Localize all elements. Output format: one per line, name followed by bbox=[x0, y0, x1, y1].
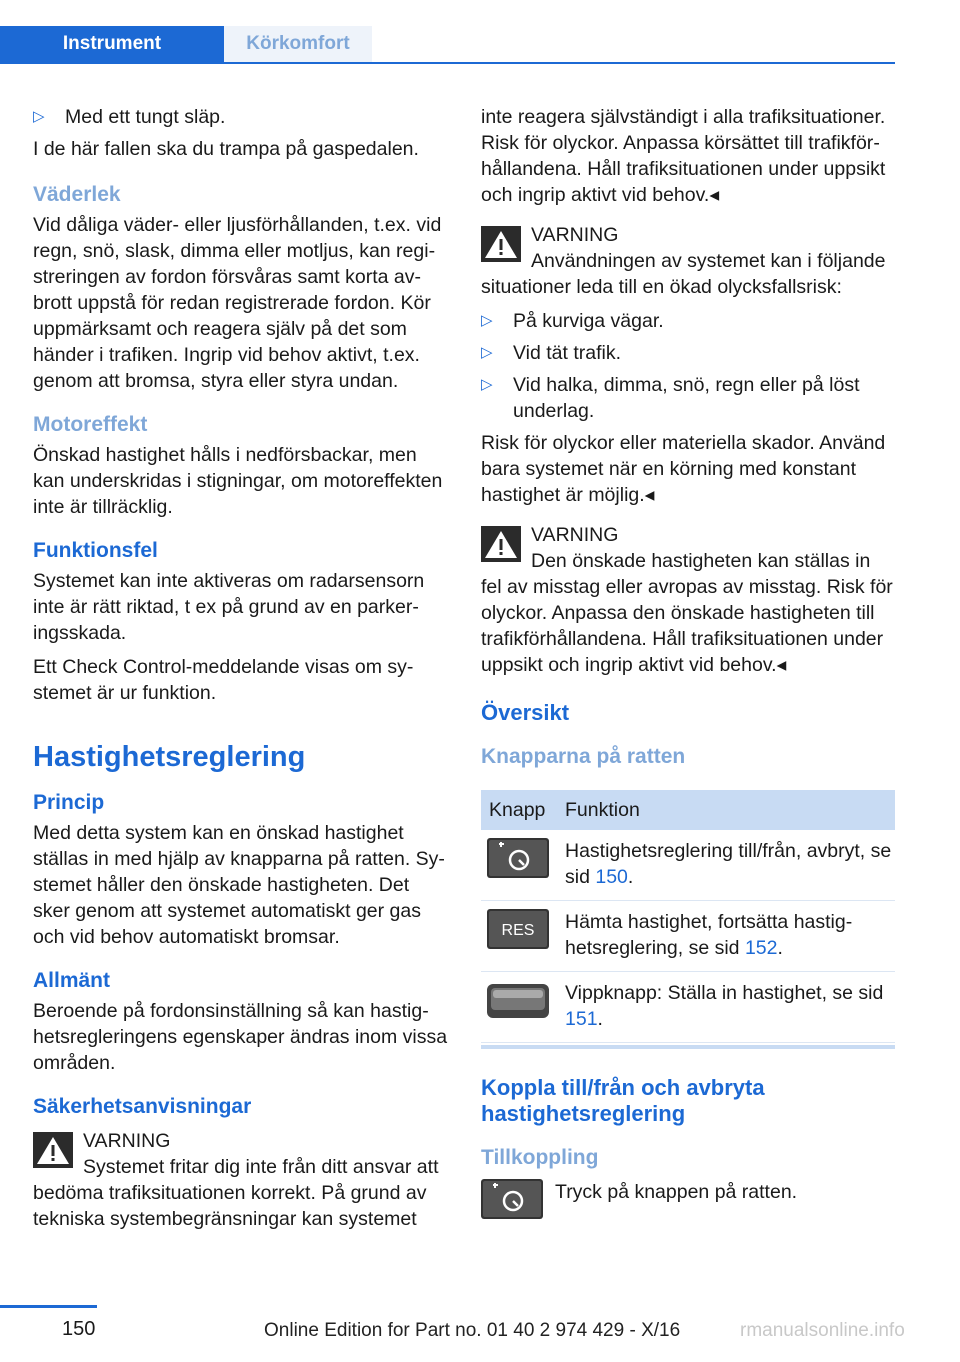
heading-motoreffekt: Motoreffekt bbox=[33, 413, 148, 436]
table-cell bbox=[481, 830, 557, 901]
triangle-bullet-icon: ▷ bbox=[481, 376, 493, 393]
table-row bbox=[481, 901, 895, 972]
chapter-tabs bbox=[0, 26, 895, 64]
heading-knapparna: Knapparna på ratten bbox=[481, 745, 686, 768]
left-column bbox=[33, 104, 448, 1240]
cruise-control-button-icon bbox=[487, 838, 549, 878]
table-header-funktion: Funktion bbox=[557, 790, 895, 830]
warning-text: Användningen av systemet kan i följande situationer leda till en ökad olycksfallsrisk: bbox=[481, 250, 886, 298]
punct: . bbox=[627, 866, 634, 888]
list-item bbox=[33, 104, 448, 130]
list-item bbox=[481, 308, 895, 334]
triangle-bullet-icon: ▷ bbox=[33, 108, 45, 125]
paragraph: I de här fallen ska du trampa på gaspedalen. bbox=[33, 138, 419, 160]
table-header-row bbox=[481, 790, 895, 830]
warning-box bbox=[481, 522, 895, 678]
punct: . bbox=[597, 1008, 603, 1030]
heading-princip: Princip bbox=[33, 791, 105, 814]
paragraph: Ett Check Control-meddelande visas om systemet är ur funktion. bbox=[33, 656, 414, 704]
paragraph: Beroende på fordonsinställning så kan hastighetsregleringens egenskaper ändras inom vissa områden. bbox=[33, 1000, 448, 1074]
footer-rule bbox=[0, 1305, 97, 1308]
heading-koppla: Koppla till/från och avbryta hastighetsreglering bbox=[481, 1075, 765, 1126]
list-item bbox=[481, 340, 895, 366]
watermark: rmanualsonline.info bbox=[740, 1320, 905, 1341]
table-row bbox=[481, 972, 895, 1043]
table-header-knapp: Knapp bbox=[481, 790, 557, 830]
table-cell bbox=[557, 901, 895, 972]
page-link[interactable]: 150 bbox=[595, 866, 628, 888]
res-button-icon bbox=[487, 909, 549, 949]
warning-triangle-icon bbox=[33, 1132, 73, 1168]
table-cell bbox=[557, 972, 895, 1043]
table-cell bbox=[557, 830, 895, 901]
page-link[interactable]: 151 bbox=[565, 1008, 598, 1030]
cruise-control-button-icon bbox=[481, 1179, 543, 1219]
page-number: 150 bbox=[62, 1318, 96, 1340]
heading-hastighetsreglering: Hastighetsreglering bbox=[33, 741, 306, 773]
paragraph: Tryck på knappen på ratten. bbox=[555, 1181, 798, 1203]
warning-label: VARNING bbox=[531, 524, 619, 546]
table-footer-bar bbox=[481, 1045, 895, 1049]
tab-korkomfort[interactable]: Körkomfort bbox=[224, 26, 372, 62]
triangle-bullet-icon: ▷ bbox=[481, 312, 493, 329]
list-item-text: På kurviga vägar. bbox=[513, 310, 664, 332]
list-item-text: Vid tät trafik. bbox=[513, 342, 622, 364]
res-label: RES bbox=[501, 922, 535, 939]
rocker-switch-icon bbox=[487, 980, 549, 1020]
paragraph: Vid dåliga väder- eller ljusförhållanden, t.ex. vid regn, snö, slask, dimma eller motljus, kan registreringen av fordon försvåras samt korta avbrott uppstå för redan registrerade fordon. Kör uppmärksamt och reagera själv på det som händer i trafiken. Ingrip vid behov aktivt, t.ex. genom att bromsa, styra eller styra undan. bbox=[33, 214, 442, 392]
warning-text: Systemet fritar dig inte från ditt ansvar att bedöma trafiksituationen korrekt. På grund av tekniska systembegränsningar kan systemet bbox=[33, 1156, 439, 1230]
paragraph: Önskad hastighet hålls i nedförsbackar, men kan underskridas i stigningar, om motoreffekten inte är tillräcklig. bbox=[33, 444, 443, 518]
list-item bbox=[481, 372, 895, 424]
warning-label: VARNING bbox=[83, 1130, 171, 1152]
heading-vaderlek: Väderlek bbox=[33, 183, 121, 206]
function-text: Hastighetsreglering till/från, avbryt, se sid bbox=[565, 840, 892, 888]
heading-sakerhetsanvisningar: Säkerhetsanvisningar bbox=[33, 1095, 252, 1118]
warning-box bbox=[33, 1128, 448, 1232]
warning-label: VARNING bbox=[531, 224, 619, 246]
table-row bbox=[481, 830, 895, 901]
tab-instrument[interactable]: Instrument bbox=[0, 26, 224, 62]
heading-tillkoppling: Tillkoppling bbox=[481, 1146, 599, 1169]
tillkoppling-row bbox=[481, 1179, 895, 1223]
buttons-table bbox=[481, 790, 895, 1043]
table-cell bbox=[481, 972, 557, 1043]
heading-allmant: Allmänt bbox=[33, 969, 111, 992]
function-text: Hämta hastighet, fortsätta hastighetsreglering, se sid bbox=[565, 911, 853, 959]
paragraph: inte reagera självständigt i alla trafiksituationer. Risk för olyckor. Anpassa körsättet till trafikförhållandena. Håll trafiksituationen under uppsikt och ingrip aktivt vid behov.◂ bbox=[481, 106, 886, 206]
paragraph: Risk för olyckor eller materiella skador. Använd bara systemet när en körning med konstant hastighet är möjlig.◂ bbox=[481, 432, 886, 506]
heading-funktionsfel: Funktionsfel bbox=[33, 539, 158, 562]
punct: . bbox=[777, 937, 783, 959]
triangle-bullet-icon: ▷ bbox=[481, 344, 493, 361]
paragraph: Systemet kan inte aktiveras om radarsensorn inte är rätt riktad, t ex på grund av en parkeringsskada. bbox=[33, 570, 425, 644]
edition-text: Online Edition for Part no. 01 40 2 974 429 - X/16 bbox=[264, 1320, 681, 1341]
page-link[interactable]: 152 bbox=[744, 937, 778, 959]
warning-triangle-icon bbox=[481, 526, 521, 562]
list-item-text: Vid halka, dimma, snö, regn eller på löst underlag. bbox=[513, 374, 860, 422]
warning-triangle-icon bbox=[481, 226, 521, 262]
warning-text: Den önskade hastigheten kan ställas in fel av misstag eller avropas av misstag. Risk för olyckor. Anpassa den önskade hastigheten till trafikförhållandena. Håll trafiksituationen under uppsikt och ingrip aktivt vid behov.◂ bbox=[481, 550, 893, 676]
right-column bbox=[481, 104, 895, 1223]
table-cell bbox=[481, 901, 557, 972]
paragraph: Med detta system kan en önskad hastighet ställas in med hjälp av knapparna på ratten. Systemet håller den önskade hastigheten. Det sker genom att systemet automatiskt ger gas och vid behov automatiskt bromsar. bbox=[33, 822, 445, 948]
warning-box bbox=[481, 222, 895, 300]
heading-oversikt: Översikt bbox=[481, 700, 570, 725]
list-item-text: Med ett tungt släp. bbox=[65, 106, 226, 128]
function-text: Vippknapp: Ställa in hastighet, se sid bbox=[565, 982, 884, 1004]
